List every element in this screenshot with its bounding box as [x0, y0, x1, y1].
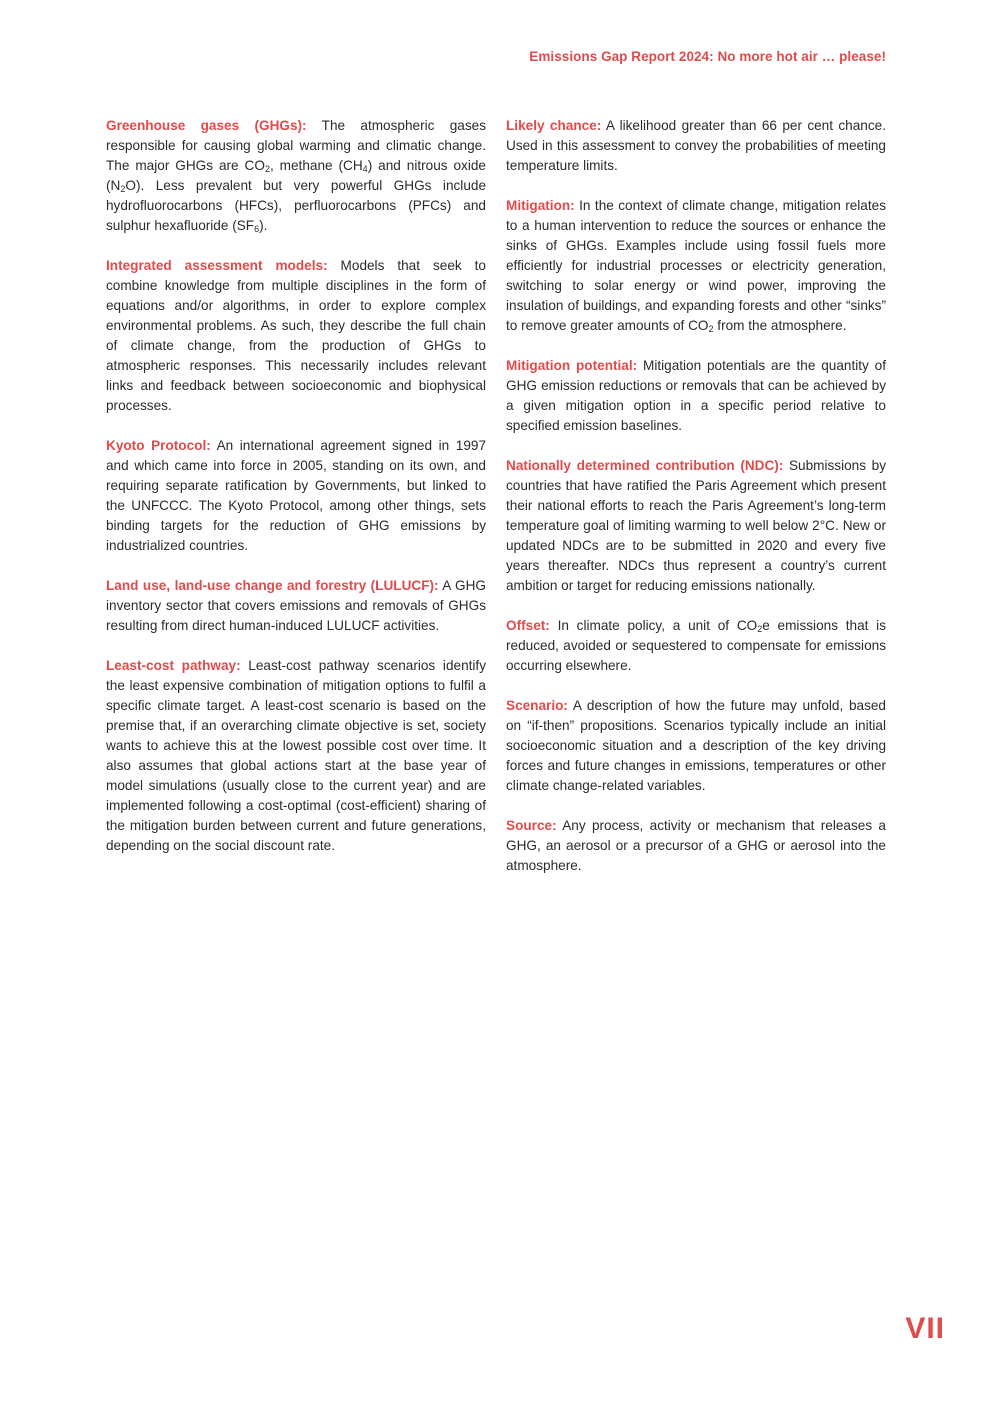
definition-text: ).: [259, 218, 268, 233]
term-lulucf: Land use, land-use change and forestry (LULUCF):: [106, 578, 439, 593]
entry-least-cost-pathway: [106, 656, 486, 856]
definition-text: In climate policy, a unit of CO: [549, 618, 758, 633]
term-scenario: Scenario:: [506, 698, 568, 713]
entry-kyoto-protocol: [106, 436, 486, 556]
entry-ndc: [506, 456, 886, 596]
term-ndc: Nationally determined contribution (NDC):: [506, 458, 784, 473]
entry-integrated-assessment-models: [106, 256, 486, 416]
term-offset: Offset:: [506, 618, 550, 633]
definition-text: In the context of climate change, mitigation relates to a human intervention to reduce the sources or enhance the sinks of GHGs. Examples include using fossil fuels more efficiently for industrial processes or electricity generation, switching to solar energy or wind power, improving the insulation of buildings, and expanding forests and other “sinks” to remove greater amounts of CO: [506, 198, 886, 333]
term-mitigation: Mitigation:: [506, 198, 575, 213]
definition-text: ) and nitrous oxide (N: [106, 158, 486, 193]
entry-likely-chance: [506, 116, 886, 176]
term-source: Source:: [506, 818, 557, 833]
definition-text: Models that seek to combine knowledge from multiple disciplines in the form of equations and/or algorithms, in order to explore complex environmental problems. As such, they describe the full chain of climate change, from the production of GHGs to atmospheric responses. This necessarily includes relevant links and feedback between socioeconomic and biophysical processes.: [106, 258, 486, 413]
entry-mitigation: [506, 196, 886, 336]
entry-offset: [506, 616, 886, 676]
term-mitigation-potential: Mitigation potential:: [506, 358, 638, 373]
running-title: Emissions Gap Report 2024: No more hot air … please!: [529, 49, 886, 64]
definition-text: A likelihood greater than 66 per cent chance. Used in this assessment to convey the probabilities of meeting temperature limits.: [506, 118, 886, 173]
subscript: 6: [254, 224, 260, 234]
subscript: 2: [708, 324, 714, 334]
term-integrated-assessment-models: Integrated assessment models:: [106, 258, 328, 273]
definition-text: Submissions by countries that have ratified the Paris Agreement which present their national efforts to reach the Paris Agreement’s long-term temperature goal of limiting warming to well below 2°C. New or updated NDCs are to be submitted in 2020 and every five years thereafter. NDCs thus represent a country’s current ambition or target for reducing emissions nationally.: [506, 458, 886, 593]
definition-text: The atmospheric gases responsible for causing global warming and climatic change. The major GHGs are CO: [106, 118, 487, 173]
definition-text: An international agreement signed in 1997 and which came into force in 2005, standing on its own, and requiring separate ratification by Governments, but linked to the UNFCCC. The Kyoto Protocol, among other things, sets binding targets for the reduction of GHG emissions by industrialized countries.: [106, 438, 486, 553]
glossary-column-right: [506, 116, 886, 896]
definition-text: O). Less prevalent but very powerful GHGs include hydrofluorocarbons (HFCs), perfluorocarbons (PFCs) and sulphur hexafluoride (SF: [106, 178, 486, 233]
definition-text: A description of how the future may unfold, based on “if-then” propositions. Scenarios typically include an initial socioeconomic situation and a description of the key driving forces and future changes in emissions, temperatures or other climate change-related variables.: [506, 698, 886, 793]
definition-text: from the atmosphere.: [713, 318, 847, 333]
definition-text: , methane (CH: [269, 158, 363, 173]
definition-text: e emissions that is reduced, avoided or sequestered to compensate for emissions occurring elsewhere.: [506, 618, 886, 673]
subscript: 2: [120, 184, 126, 194]
subscript: 4: [362, 164, 368, 174]
definition-text: A GHG inventory sector that covers emissions and removals of GHGs resulting from direct human-induced LULUCF activities.: [106, 578, 487, 633]
term-greenhouse-gases: Greenhouse gases (GHGs):: [106, 118, 307, 133]
page-number: VII: [905, 1312, 945, 1345]
term-least-cost-pathway: Least-cost pathway:: [106, 658, 241, 673]
entry-mitigation-potential: [506, 356, 886, 436]
entry-scenario: [506, 696, 886, 796]
subscript: 2: [757, 624, 763, 634]
subscript: 2: [264, 164, 270, 174]
definition-text: Mitigation potentials are the quantity of GHG emission reductions or removals that can be achieved by a given mitigation option in a specific period relative to specified emission baselines.: [506, 358, 886, 433]
definition-text: Least-cost pathway scenarios identify the least expensive combination of mitigation options to fulfil a specific climate target. A least-cost scenario is based on the premise that, if an overarching climate objective is set, society wants to achieve this at the lowest possible cost over time. It also assumes that global actions start at the base year of model simulations (usually close to the current year) and are implemented following a cost-optimal (cost-efficient) sharing of the mitigation burden between current and future generations, depending on the social discount rate.: [106, 658, 486, 853]
definition-text: Any process, activity or mechanism that releases a GHG, an aerosol or a precursor of a GHG or aerosol into the atmosphere.: [506, 818, 886, 873]
glossary-column-left: [106, 116, 486, 876]
entry-source: [506, 816, 886, 876]
entry-lulucf: [106, 576, 486, 636]
term-likely-chance: Likely chance:: [506, 118, 602, 133]
term-kyoto-protocol: Kyoto Protocol:: [106, 438, 211, 453]
entry-greenhouse-gases: [106, 116, 486, 236]
